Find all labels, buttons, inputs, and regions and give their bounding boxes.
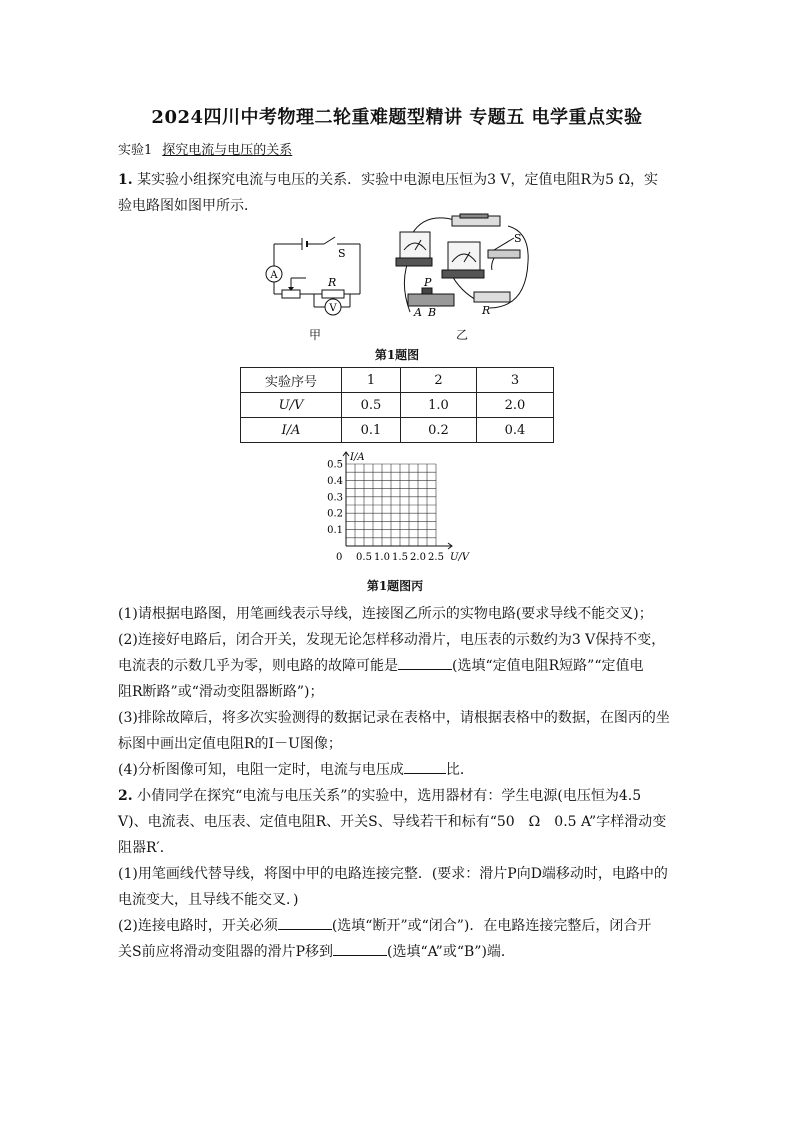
table-header-cell: 实验序号 — [241, 368, 342, 393]
fig-label-yi: 乙 — [455, 328, 468, 342]
page-title: 2024四川中考物理二轮重难题型精讲 专题五 电学重点实验 — [151, 107, 643, 128]
x-tick-label: 1.5 — [392, 552, 408, 563]
i-u-graph — [318, 448, 478, 576]
q1-sub2-text: (选填“定值电阻R短路”“定值电 — [452, 658, 644, 674]
q2-block — [118, 783, 688, 965]
q1-sub3-line1: (3)排除故障后，将多次实验测得的数据记录在表格中，请根据表格中的数据，在图丙的坐 — [118, 710, 670, 726]
q1-sub2-text: 电流表的示数几乎为零，则电路的故障可能是 — [118, 658, 398, 674]
q2-intro-text: 小倩同学在探究“电流与电压关系”的实验中，选用器材有：学生电源(电压恒为4.5 — [137, 788, 642, 804]
circuit-voltmeter-label: V — [329, 303, 337, 314]
q1-intro-line2: 验电路图如图甲所示． — [118, 198, 258, 214]
q2-intro-line2: V)、电流表、电压表、定值电阻R、开关S、导线若干和标有“50 Ω 0.5 A”字样滑动变 — [118, 814, 667, 830]
y-axis-label: I/A — [350, 452, 365, 463]
table-row — [241, 368, 554, 393]
x-axis-label: U/V — [450, 552, 470, 563]
experiment-name: 探究电流与电压的关系 — [162, 143, 293, 158]
y-tick-label: 0.2 — [327, 508, 343, 520]
answer-blank[interactable] — [398, 655, 452, 670]
q2-sub2-text: (2)连接电路时，开关必须 — [118, 918, 278, 934]
answer-blank[interactable] — [333, 941, 387, 956]
y-tick-label: 0.5 — [327, 459, 343, 471]
q2-sub2-text: 关S前应将滑动变阻器的滑片P移到 — [118, 944, 334, 960]
table-cell: U/V — [241, 393, 342, 418]
q1-sub4 — [118, 757, 688, 783]
circuit-resistor-label: R — [328, 276, 337, 289]
y-tick-label: 0.4 — [327, 475, 343, 487]
x-tick-label: 2.0 — [410, 552, 426, 563]
q2-sub2-line2 — [118, 939, 688, 965]
q1-sub1: (1)请根据电路图，用笔画线表示导线，连接图乙所示的实物电路(要求导线不能交叉)； — [118, 606, 653, 622]
q2-sub1-line1: (1)用笔画线代替导线，将图中甲的电路连接完整．(要求：滑片P向D端移动时，电路中的 — [118, 866, 668, 882]
q1-intro-line1: 某实验小组探究电流与电压的关系．实验中电源电压恒为3 V，定值电阻R为5 Ω，实 — [137, 172, 659, 188]
q1-sub4-text: (4)分析图像可知，电阻一定时，电流与电压成 — [118, 762, 404, 778]
q2-intro-line3: 阻器R′． — [118, 840, 174, 856]
x-tick-label: 0.5 — [356, 552, 372, 563]
q1-sub2-line2 — [118, 653, 688, 679]
x-tick-label: 2.5 — [428, 552, 444, 563]
q1-subquestions — [118, 601, 688, 783]
table-cell: 1.0 — [401, 393, 477, 418]
x-tick-label: 1.0 — [374, 552, 390, 563]
apparatus-end-a-label: A — [414, 306, 422, 319]
table-cell: 0.4 — [477, 418, 554, 443]
table-header-cell: 1 — [342, 368, 401, 393]
table-cell: 0.2 — [401, 418, 477, 443]
q2-sub2-line1 — [118, 913, 688, 939]
q2-sub1-line2: 电流变大，且导线不能交叉．) — [118, 892, 299, 908]
y-tick-label: 0.1 — [327, 525, 343, 537]
table-row — [241, 418, 554, 443]
answer-blank[interactable] — [404, 759, 446, 774]
q2-sub2-text: (选填“A”或“B”)端． — [387, 944, 515, 960]
apparatus-end-b-label: B — [428, 306, 437, 319]
table-cell: I/A — [241, 418, 342, 443]
q2-sub2-text: (选填“断开”或“闭合”)．在电路连接完整后，闭合开 — [331, 918, 652, 934]
table-row — [241, 393, 554, 418]
table-header-cell: 3 — [477, 368, 554, 393]
apparatus-slider-label: P — [424, 276, 432, 289]
q1-sub2-line1: (2)连接好电路后，闭合开关，发现无论怎样移动滑片，电压表的示数约为3 V保持不变， — [118, 632, 666, 648]
apparatus-diagram-yi — [390, 212, 540, 322]
apparatus-switch-label: S — [514, 232, 522, 245]
q1-sub4-text: 比． — [445, 762, 474, 778]
answer-blank[interactable] — [278, 915, 332, 930]
q1-sub3-line2: 标图中画出定值电阻R的I－U图像； — [118, 736, 342, 752]
experiment-heading — [118, 140, 688, 162]
table-cell: 0.1 — [342, 418, 401, 443]
q1-number: 1. — [118, 172, 133, 188]
q2-number: 2. — [118, 788, 133, 804]
table-cell: 2.0 — [477, 393, 554, 418]
apparatus-resistor-label: R — [482, 304, 491, 317]
fig1-caption: 第1题图 — [374, 348, 420, 362]
q1-sub2-line3: 阻R断路”或“滑动变阻器断路”)； — [118, 684, 324, 700]
circuit-ammeter-label: A — [270, 270, 278, 281]
q2-intro-line1 — [118, 783, 688, 809]
fig-label-jia: 甲 — [308, 328, 321, 342]
circuit-switch-label: S — [338, 247, 346, 260]
data-table — [240, 367, 554, 443]
table-header-cell: 2 — [401, 368, 477, 393]
experiment-label: 实验1 — [118, 143, 153, 158]
y-tick-label: 0.3 — [327, 492, 343, 504]
table-cell: 0.5 — [342, 393, 401, 418]
graph-caption: 第1题图丙 — [366, 579, 424, 593]
origin-label: 0 — [336, 552, 343, 563]
